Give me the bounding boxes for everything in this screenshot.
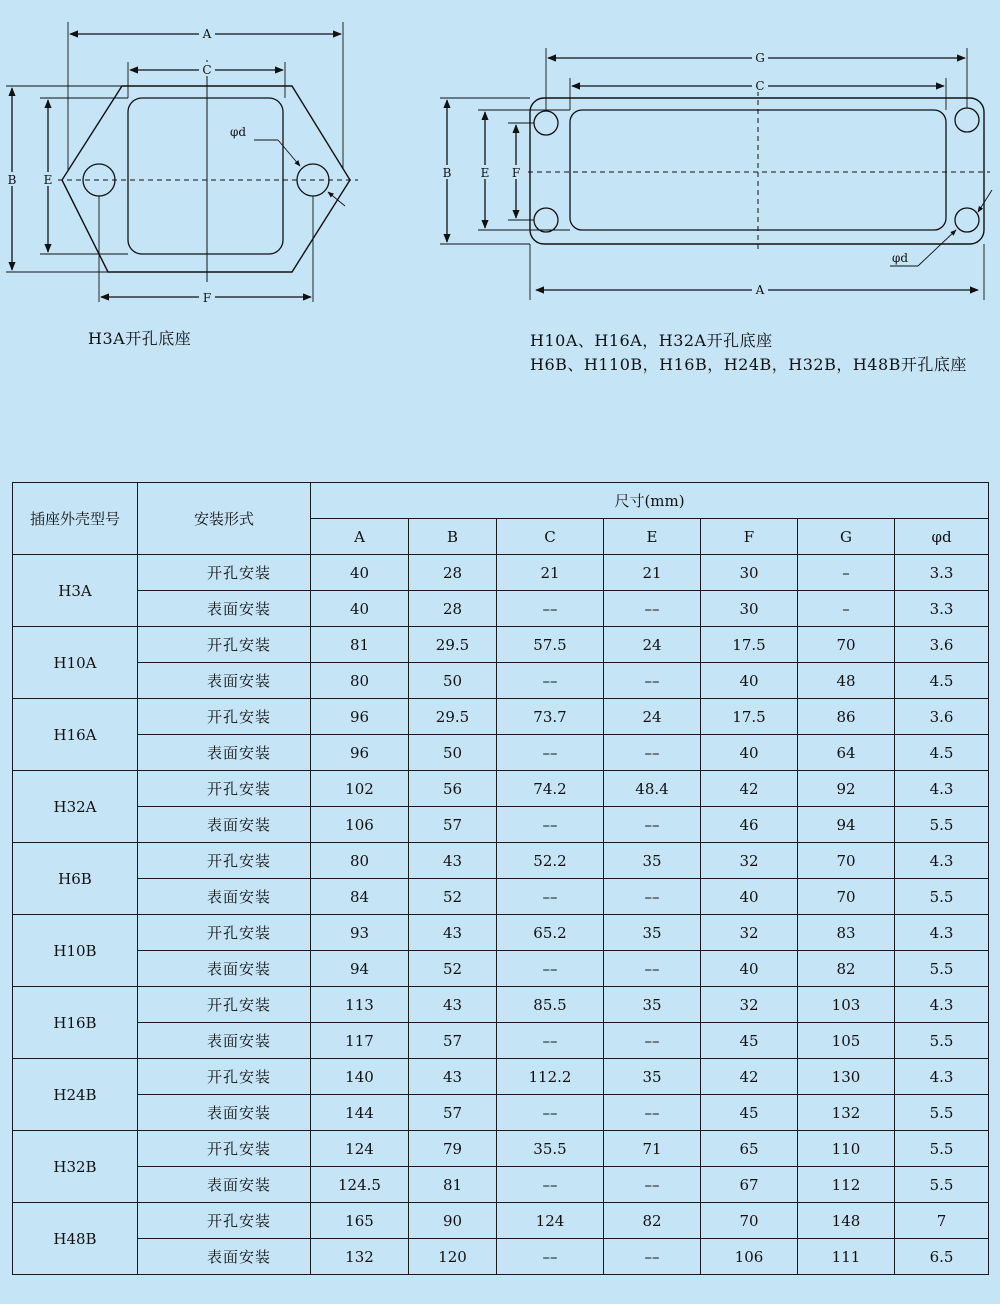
mount-type-cell: 表面安装 — [138, 807, 311, 843]
dimension-cell: 7 — [895, 1203, 989, 1239]
right-label-c: C — [755, 79, 765, 93]
dimension-cell: 5.5 — [895, 1167, 989, 1203]
dimension-cell: 124.5 — [311, 1167, 409, 1203]
table-row — [13, 951, 989, 987]
model-cell: H10A — [13, 627, 138, 699]
dimension-cell: –– — [497, 591, 604, 627]
dimension-cell: 93 — [311, 915, 409, 951]
column-header: E — [604, 519, 701, 555]
dimension-cell: –– — [604, 1239, 701, 1275]
dimension-cell: –– — [604, 591, 701, 627]
dimension-cell: –– — [604, 1023, 701, 1059]
dimension-cell: 35.5 — [497, 1131, 604, 1167]
dimension-cell: 40 — [701, 879, 798, 915]
mount-type-cell: 开孔安装 — [138, 987, 311, 1023]
mount-type-cell: 表面安装 — [138, 1095, 311, 1131]
right-diagram-caption-line1: H10A、H16A，H32A开孔底座 — [530, 331, 773, 350]
left-diagram-caption: H3A开孔底座 — [88, 329, 192, 348]
table-header-row — [13, 483, 989, 519]
dimension-cell: 165 — [311, 1203, 409, 1239]
dimension-cell: – — [798, 591, 895, 627]
dimension-cell: 3.3 — [895, 591, 989, 627]
mount-type-cell: 开孔安装 — [138, 1059, 311, 1095]
table-row — [13, 879, 989, 915]
dimension-cell: 30 — [701, 555, 798, 591]
table-row — [13, 663, 989, 699]
dimension-cell: –– — [497, 1095, 604, 1131]
dimension-cell: 74.2 — [497, 771, 604, 807]
header-mount-type: 安装形式 — [138, 483, 311, 555]
model-cell: H3A — [13, 555, 138, 627]
dimension-cell: 32 — [701, 915, 798, 951]
dimension-cell: 32 — [701, 987, 798, 1023]
dimension-cell: 5.5 — [895, 879, 989, 915]
dimension-cell: 103 — [798, 987, 895, 1023]
left-label-phi-d: φd — [230, 125, 247, 139]
dimension-cell: 65 — [701, 1131, 798, 1167]
dimension-cell: 28 — [409, 591, 497, 627]
table-row — [13, 1167, 989, 1203]
dimension-cell: 40 — [701, 951, 798, 987]
table-row — [13, 843, 989, 879]
dimension-cell: 132 — [798, 1095, 895, 1131]
mount-type-cell: 开孔安装 — [138, 699, 311, 735]
dimension-cell: 4.3 — [895, 771, 989, 807]
dimension-cell: –– — [497, 1239, 604, 1275]
dimension-cell: 5.5 — [895, 951, 989, 987]
dimension-cell: 50 — [409, 663, 497, 699]
table-row — [13, 627, 989, 663]
right-label-b: B — [442, 166, 452, 180]
dimension-cell: 120 — [409, 1239, 497, 1275]
left-label-e: E — [43, 173, 53, 187]
dimension-cell: 92 — [798, 771, 895, 807]
mount-type-cell: 开孔安装 — [138, 915, 311, 951]
dimension-cell: 3.6 — [895, 699, 989, 735]
dimension-cell: –– — [497, 951, 604, 987]
right-label-g: G — [755, 51, 765, 65]
dimension-cell: 70 — [701, 1203, 798, 1239]
table-row — [13, 735, 989, 771]
model-cell: H16A — [13, 699, 138, 771]
mount-type-cell: 表面安装 — [138, 1167, 311, 1203]
column-header: B — [409, 519, 497, 555]
right-hole-tr — [955, 108, 979, 132]
dimension-cell: 83 — [798, 915, 895, 951]
dimension-cell: 132 — [311, 1239, 409, 1275]
table-row — [13, 987, 989, 1023]
dimension-cell: 148 — [798, 1203, 895, 1239]
dimension-cell: 3.6 — [895, 627, 989, 663]
right-label-f: F — [511, 166, 521, 180]
left-label-f: F — [202, 291, 212, 305]
dimension-cell: 5.5 — [895, 1023, 989, 1059]
dimension-cell: 106 — [311, 807, 409, 843]
dimension-cell: 81 — [311, 627, 409, 663]
dimension-cell: 85.5 — [497, 987, 604, 1023]
dimension-cell: 17.5 — [701, 627, 798, 663]
dimension-cell: –– — [604, 1095, 701, 1131]
dimension-cell: 42 — [701, 1059, 798, 1095]
dimension-cell: 4.3 — [895, 843, 989, 879]
dimension-cell: 43 — [409, 1059, 497, 1095]
dimension-cell: –– — [604, 663, 701, 699]
mount-type-cell: 开孔安装 — [138, 627, 311, 663]
dimension-cell: –– — [604, 735, 701, 771]
header-dimensions: 尺寸(mm) — [311, 483, 989, 519]
dimension-cell: 56 — [409, 771, 497, 807]
table-row — [13, 1095, 989, 1131]
table-row — [13, 1059, 989, 1095]
dimension-cell: 94 — [798, 807, 895, 843]
dimension-cell: 110 — [798, 1131, 895, 1167]
dimension-cell: 130 — [798, 1059, 895, 1095]
model-cell: H32A — [13, 771, 138, 843]
dimension-cell: 28 — [409, 555, 497, 591]
table-row — [13, 1131, 989, 1167]
header-model: 插座外壳型号 — [13, 483, 138, 555]
left-label-b: B — [7, 173, 17, 187]
dimension-cell: 57.5 — [497, 627, 604, 663]
mount-type-cell: 表面安装 — [138, 735, 311, 771]
dimension-cell: 35 — [604, 987, 701, 1023]
dimension-cell: 65.2 — [497, 915, 604, 951]
right-diagram-caption-line2: H6B、H110B，H16B，H24B，H32B，H48B开孔底座 — [530, 355, 967, 374]
dimension-cell: 43 — [409, 987, 497, 1023]
dimension-cell: 40 — [701, 735, 798, 771]
mount-type-cell: 开孔安装 — [138, 843, 311, 879]
table-row — [13, 1203, 989, 1239]
dimension-cell: 4.3 — [895, 915, 989, 951]
table-row — [13, 555, 989, 591]
dimension-cell: 45 — [701, 1095, 798, 1131]
dimension-cell: 50 — [409, 735, 497, 771]
dimension-cell: 5.5 — [895, 1095, 989, 1131]
dimension-cell: 40 — [311, 555, 409, 591]
table-row — [13, 807, 989, 843]
table-body — [13, 555, 989, 1275]
right-hole-bl — [534, 208, 558, 232]
dimension-cell: 73.7 — [497, 699, 604, 735]
dimension-cell: 86 — [798, 699, 895, 735]
left-cutout — [128, 98, 283, 254]
dimension-cell: 40 — [701, 663, 798, 699]
dimension-cell: 80 — [311, 663, 409, 699]
technical-drawings — [0, 0, 1000, 480]
dimension-cell: 111 — [798, 1239, 895, 1275]
dimension-cell: 124 — [497, 1203, 604, 1239]
dimension-cell: –– — [497, 1023, 604, 1059]
dimension-cell: 17.5 — [701, 699, 798, 735]
dimension-cell: 24 — [604, 627, 701, 663]
mount-type-cell: 表面安装 — [138, 879, 311, 915]
left-flange-outline — [62, 86, 350, 272]
dimension-cell: 112.2 — [497, 1059, 604, 1095]
dimension-cell: 79 — [409, 1131, 497, 1167]
dimension-cell: 29.5 — [409, 627, 497, 663]
dimension-cell: 24 — [604, 699, 701, 735]
dimension-cell: 52.2 — [497, 843, 604, 879]
dimension-cell: 6.5 — [895, 1239, 989, 1275]
column-header: F — [701, 519, 798, 555]
dimension-cell: 45 — [701, 1023, 798, 1059]
mount-type-cell: 表面安装 — [138, 1239, 311, 1275]
dimension-cell: 70 — [798, 879, 895, 915]
dimension-cell: 48 — [798, 663, 895, 699]
dimension-cell: 57 — [409, 807, 497, 843]
dimension-cell: 40 — [311, 591, 409, 627]
dimension-cell: 94 — [311, 951, 409, 987]
dimension-cell: 48.4 — [604, 771, 701, 807]
dimension-cell: 21 — [604, 555, 701, 591]
dimension-cell: –– — [604, 1167, 701, 1203]
left-label-c: C — [202, 63, 212, 77]
column-header: A — [311, 519, 409, 555]
dimension-cell: 106 — [701, 1239, 798, 1275]
mount-type-cell: 开孔安装 — [138, 771, 311, 807]
table-row — [13, 1023, 989, 1059]
model-cell: H48B — [13, 1203, 138, 1275]
dimension-cell: 5.5 — [895, 807, 989, 843]
dimension-cell: 102 — [311, 771, 409, 807]
dimension-cell: 4.5 — [895, 735, 989, 771]
dimension-cell: 117 — [311, 1023, 409, 1059]
model-cell: H32B — [13, 1131, 138, 1203]
dimension-cell: 113 — [311, 987, 409, 1023]
dimension-cell: –– — [497, 663, 604, 699]
dimension-cell: 5.5 — [895, 1131, 989, 1167]
column-header: φd — [895, 519, 989, 555]
dimension-cell: 70 — [798, 843, 895, 879]
dimension-cell: 43 — [409, 915, 497, 951]
mount-type-cell: 开孔安装 — [138, 1203, 311, 1239]
dimension-cell: –– — [497, 735, 604, 771]
dimension-cell: 90 — [409, 1203, 497, 1239]
dimension-cell: 82 — [798, 951, 895, 987]
dimension-cell: 57 — [409, 1095, 497, 1131]
dimension-cell: 96 — [311, 735, 409, 771]
dimension-cell: 43 — [409, 843, 497, 879]
dimension-cell: –– — [604, 951, 701, 987]
mount-type-cell: 开孔安装 — [138, 555, 311, 591]
dimension-cell: 80 — [311, 843, 409, 879]
column-header: G — [798, 519, 895, 555]
dimension-cell: 21 — [497, 555, 604, 591]
dimension-cell: 46 — [701, 807, 798, 843]
dimension-cell: 29.5 — [409, 699, 497, 735]
table-row — [13, 591, 989, 627]
dimension-cell: –– — [497, 879, 604, 915]
dimension-cell: 35 — [604, 1059, 701, 1095]
dimension-cell: 81 — [409, 1167, 497, 1203]
right-label-e: E — [480, 166, 490, 180]
dimension-cell: 82 — [604, 1203, 701, 1239]
column-header: C — [497, 519, 604, 555]
right-hole-tl — [534, 111, 558, 135]
model-cell: H10B — [13, 915, 138, 987]
right-flange-outline — [530, 98, 984, 244]
dimension-cell: 71 — [604, 1131, 701, 1167]
dimension-cell: 84 — [311, 879, 409, 915]
right-hole-br — [955, 208, 979, 232]
dimension-cell: 57 — [409, 1023, 497, 1059]
left-label-a: A — [202, 27, 212, 41]
table-row — [13, 1239, 989, 1275]
model-cell: H6B — [13, 843, 138, 915]
dimension-cell: 70 — [798, 627, 895, 663]
dimension-cell: 35 — [604, 843, 701, 879]
dimension-cell: 32 — [701, 843, 798, 879]
dimension-cell: –– — [604, 807, 701, 843]
dimension-table — [12, 482, 989, 1275]
dimension-cell: 140 — [311, 1059, 409, 1095]
dimension-cell: 4.3 — [895, 987, 989, 1023]
right-diagram — [439, 48, 992, 300]
dimension-cell: 30 — [701, 591, 798, 627]
dimension-cell: 105 — [798, 1023, 895, 1059]
mount-type-cell: 表面安装 — [138, 591, 311, 627]
dimension-cell: 42 — [701, 771, 798, 807]
table-row — [13, 771, 989, 807]
dimension-cell: 124 — [311, 1131, 409, 1167]
model-cell: H24B — [13, 1059, 138, 1131]
dimension-cell: 64 — [798, 735, 895, 771]
dimension-cell: 3.3 — [895, 555, 989, 591]
dimension-cell: 4.3 — [895, 1059, 989, 1095]
dimension-cell: – — [798, 555, 895, 591]
dimension-cell: –– — [604, 879, 701, 915]
model-cell: H16B — [13, 987, 138, 1059]
mount-type-cell: 开孔安装 — [138, 1131, 311, 1167]
dimension-cell: 112 — [798, 1167, 895, 1203]
mount-type-cell: 表面安装 — [138, 951, 311, 987]
dimension-cell: –– — [497, 807, 604, 843]
mount-type-cell: 表面安装 — [138, 1023, 311, 1059]
dimension-cell: 35 — [604, 915, 701, 951]
right-label-a: A — [755, 283, 765, 297]
dimension-cell: 67 — [701, 1167, 798, 1203]
right-label-phi-d: φd — [892, 251, 909, 265]
dimension-cell: –– — [497, 1167, 604, 1203]
dimension-cell: 52 — [409, 879, 497, 915]
left-diagram — [4, 22, 358, 305]
dimension-cell: 144 — [311, 1095, 409, 1131]
dimension-cell: 96 — [311, 699, 409, 735]
dimension-cell: 4.5 — [895, 663, 989, 699]
table-row — [13, 915, 989, 951]
dimension-cell: 52 — [409, 951, 497, 987]
table-row — [13, 699, 989, 735]
mount-type-cell: 表面安装 — [138, 663, 311, 699]
